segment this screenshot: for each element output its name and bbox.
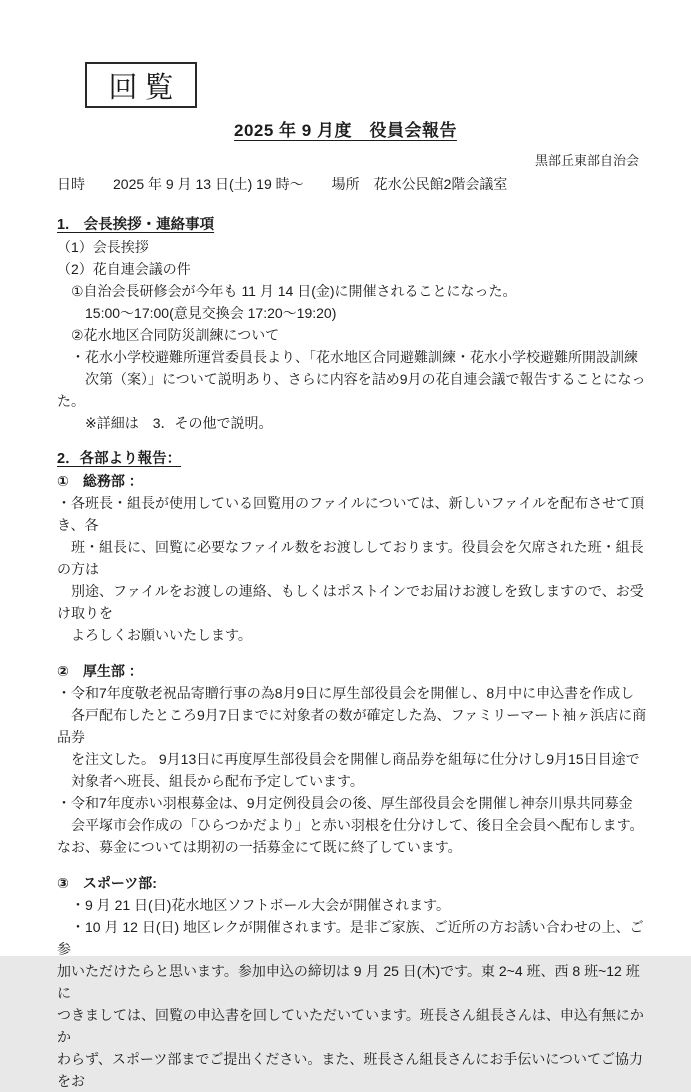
page-title-text: 2025 年 9 月度 役員会報告	[234, 121, 457, 140]
doc-line-line: ②花水地区合同防災訓練について	[57, 327, 280, 343]
doc-subheading-line: ② 厚生部 ：	[57, 663, 143, 679]
doc-line-line: ・各班長・組長が使用している回覧用のファイルについては、新しいファイルを配布させて頂き、各	[57, 495, 645, 533]
doc-line-line: ※詳細は 3．その他で説明。	[57, 415, 273, 431]
doc-line-line: つきましては、回覧の申込書を回していただいています。班長さん組長さんは、申込有無にかか	[57, 1007, 644, 1045]
document-body	[57, 214, 647, 1092]
doc-line-line: 別途、ファイルをお渡しの連絡、もしくはポストインでお届けお渡しを致しますので、お受け取りを	[57, 583, 644, 621]
doc-line-line: わらず、スポーツ部までご提出ください。また、班長さん組長さんにお手伝いについてご協力をお	[57, 1051, 644, 1089]
doc-subheading-line: ① 総務部 ：	[57, 473, 143, 489]
doc-subheading-line: ③ スポーツ部:	[57, 875, 157, 891]
doc-line-line: 対象者へ班長、組長から配布予定しています。	[57, 773, 364, 789]
doc-line-line: なお、募金については期初の一括募金にて既に終了しています。	[57, 839, 462, 855]
doc-line-line: ・10 月 12 日(日) 地区レクが開催されます。是非ご家族、ご近所の方お誘い合わせの上、ご参	[57, 919, 644, 957]
doc-heading-line: 1. 会長挨拶・連絡事項	[57, 217, 215, 233]
doc-line-line: を注文した。 9月13日に再度厚生部役員会を開催し商品券を組毎に仕分けし9月15日目途で	[57, 751, 640, 767]
circulation-stamp-label: 回覧	[108, 71, 181, 104]
doc-line-line: 班・組長に、回覧に必要なファイル数をお渡ししております。役員会を欠席された班・組長の方は	[57, 539, 644, 577]
doc-line-line: ・令和7年度敬老祝品寄贈行事の為8月9日に厚生部役員会を開催し、8月中に申込書を作成し	[57, 685, 635, 701]
doc-line-line: ・令和7年度赤い羽根募金は、9月定例役員会の後、厚生部役員会を開催し神奈川県共同募金	[57, 795, 633, 811]
doc-line-line: （2）花自連会議の件	[57, 261, 191, 277]
blank-spacer	[57, 434, 647, 448]
circulation-stamp-box	[85, 62, 197, 108]
doc-line-line: （1）会長挨拶	[57, 239, 149, 255]
doc-line-line: よろしくお願いいたします。	[57, 627, 252, 643]
doc-line-line: 会平塚市会作成の「ひらつかだより」と赤い羽根を仕分けして、後日全会員へ配布します。	[57, 817, 644, 833]
doc-heading-line: 2．各部より報告：	[57, 451, 182, 467]
doc-line-line: ・9 月 21 日(日)花水地区ソフトボール大会が開催されます。	[57, 897, 450, 913]
organization-name: 黒部丘東部自治会	[534, 153, 639, 168]
doc-line-line: 各戸配布したところ9月7日までに対象者の数が確定した為、ファミリーマート袖ヶ浜店に商品券	[57, 707, 647, 745]
doc-line-line: 次第（案）」について説明あり、さらに内容を詰め9月の花自連会議で報告することになった。	[57, 371, 646, 409]
blank-spacer	[57, 646, 647, 660]
blank-spacer	[57, 858, 647, 872]
doc-line-line: ・花水小学校避難所運営委員長より、「花水地区合同避難訓練・花水小学校避難所開設訓練	[57, 349, 638, 365]
doc-line-line: 15:00～17:00(意見交換会 17:20～19:20)	[57, 305, 337, 321]
doc-line-line: 加いただけたらと思います。参加申込の締切は 9 月 25 日(木)です。東 2~4 班、西 8 班~12 班に	[57, 963, 640, 1001]
meeting-info-line: 日時 2025 年 9 月 13 日(土) 19 時～ 場所 花水公民館2階会議室	[57, 176, 508, 192]
doc-line-line: ①自治会長研修会が今年も 11 月 14 日(金)に開催されることになった。	[57, 283, 517, 299]
page-title	[0, 116, 691, 141]
